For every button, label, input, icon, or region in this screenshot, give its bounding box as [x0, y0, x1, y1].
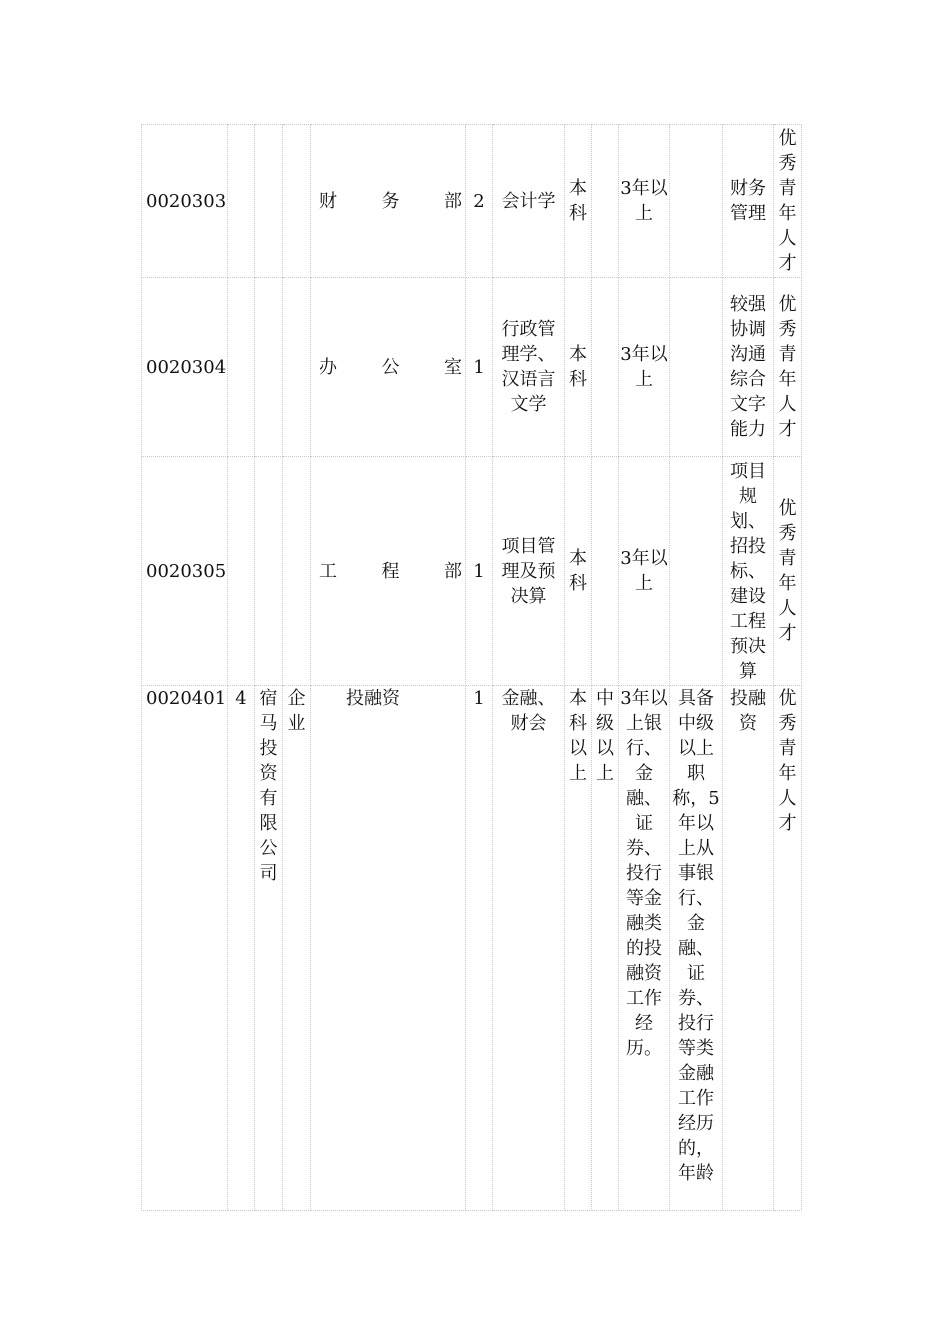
- department: [311, 278, 466, 457]
- position-description: 较强协调沟通综合文字能力: [723, 278, 774, 457]
- department-char: 工: [319, 560, 337, 582]
- education: 本科: [565, 457, 592, 686]
- position-description: 财务管理: [723, 125, 774, 278]
- hiring-count: 1: [466, 686, 493, 1211]
- department-char: 公: [381, 356, 400, 378]
- company-type: 企业: [283, 686, 311, 1211]
- department-char: 室: [444, 356, 462, 378]
- other-requirements: [670, 278, 723, 457]
- professional-title: [592, 278, 619, 457]
- serial-number: [228, 278, 255, 457]
- professional-title: [592, 125, 619, 278]
- department-char: 办: [319, 356, 337, 378]
- education: 本科以上: [565, 686, 592, 1211]
- education: 本科: [565, 125, 592, 278]
- remark: 优秀青年人才: [774, 686, 802, 1211]
- serial-number: [228, 125, 255, 278]
- experience: 3年以上: [619, 125, 670, 278]
- experience: 3年以上银行、金融、证券、投行等金融类的投融资工作经历。: [619, 686, 670, 1211]
- remark: 优秀青年人才: [774, 457, 802, 686]
- company-name: [255, 278, 283, 457]
- remark: 优秀青年人才: [774, 278, 802, 457]
- other-requirements: [670, 125, 723, 278]
- company-name: 宿马投资有限公司: [255, 686, 283, 1211]
- serial-number: [228, 457, 255, 686]
- hiring-count: 1: [466, 457, 493, 686]
- department-label: 投融资: [346, 688, 400, 709]
- professional-title: 中级以上: [592, 686, 619, 1211]
- other-requirements: 具备中级以上职称，5年以上从事银行、金融、证券、投行等类金融工作经历的，年龄: [670, 686, 723, 1211]
- hiring-count: 2: [466, 125, 493, 278]
- company-type: [283, 278, 311, 457]
- experience: 3年以上: [619, 278, 670, 457]
- department: [311, 125, 466, 278]
- major: 金融、财会: [493, 686, 565, 1211]
- table-row: [142, 278, 802, 457]
- position-code: 0020401: [142, 686, 228, 1211]
- experience: 3年以上: [619, 457, 670, 686]
- professional-title: [592, 457, 619, 686]
- education: 本科: [565, 278, 592, 457]
- serial-number: 4: [228, 686, 255, 1211]
- remark: 优秀青年人才: [774, 125, 802, 278]
- department: [311, 457, 466, 686]
- position-code: 0020305: [142, 457, 228, 686]
- table-row: [142, 125, 802, 278]
- department: [311, 686, 466, 1211]
- position-code: 0020304: [142, 278, 228, 457]
- company-type: [283, 457, 311, 686]
- recruitment-table: [141, 124, 802, 1211]
- other-requirements: [670, 457, 723, 686]
- position-description: 投融资: [723, 686, 774, 1211]
- major: 会计学: [493, 125, 565, 278]
- position-description: 项目规划、招投标、建设工程预决算: [723, 457, 774, 686]
- department-char: 部: [444, 560, 462, 582]
- major: 行政管理学、汉语言文学: [493, 278, 565, 457]
- department-char: 程: [381, 560, 400, 582]
- company-type: [283, 125, 311, 278]
- company-name: [255, 457, 283, 686]
- hiring-count: 1: [466, 278, 493, 457]
- table-row: [142, 457, 802, 686]
- table-row: [142, 686, 802, 1211]
- major: 项目管理及预决算: [493, 457, 565, 686]
- position-code: 0020303: [142, 125, 228, 278]
- department-char: 财: [319, 190, 337, 212]
- department-char: 务: [381, 190, 400, 212]
- department-char: 部: [444, 190, 462, 212]
- company-name: [255, 125, 283, 278]
